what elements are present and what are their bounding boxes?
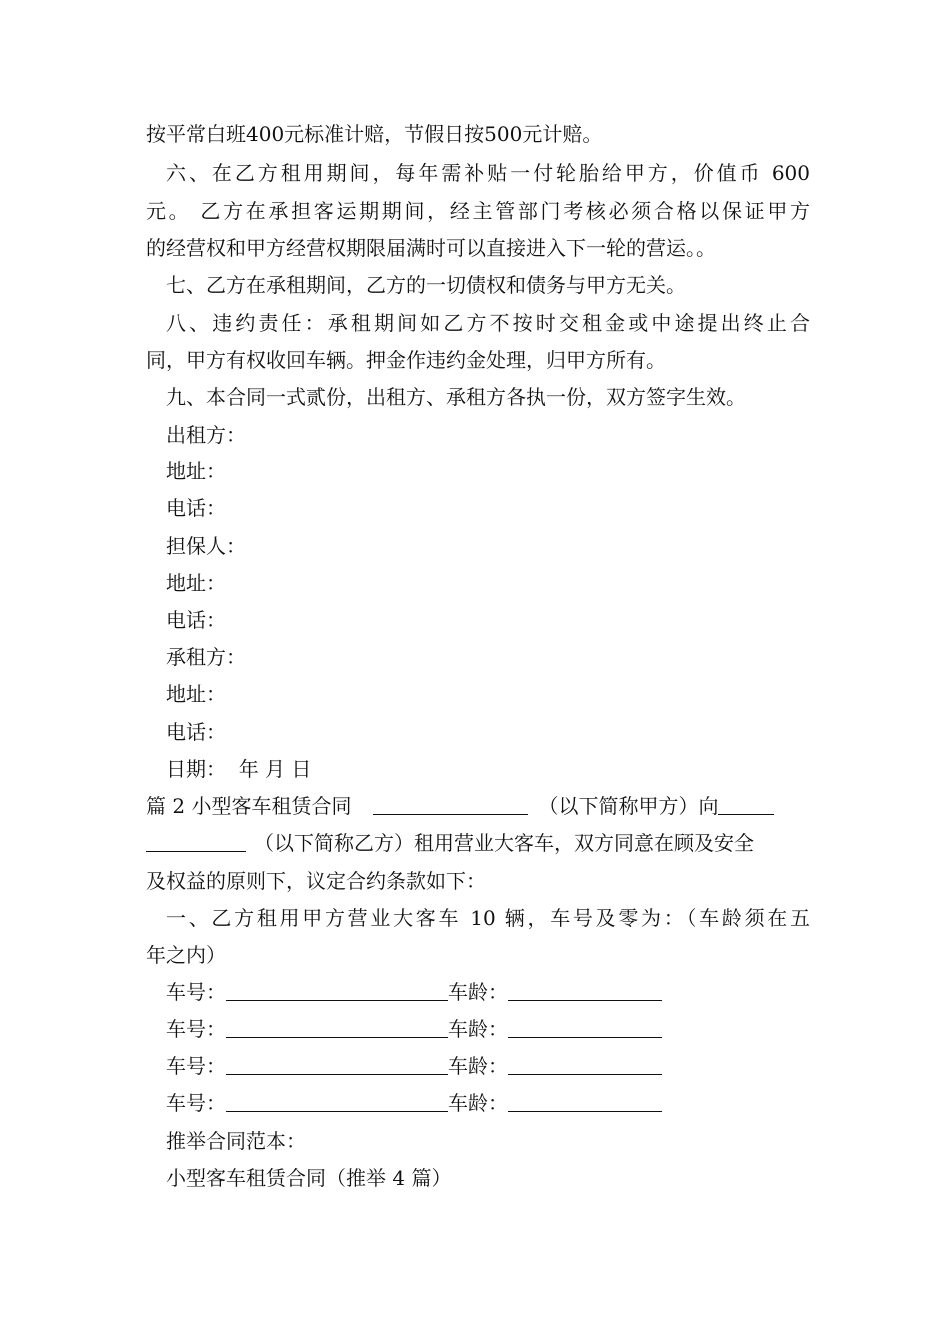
pian2-line-3: 及权益的原则下，议定合约条款如下： xyxy=(146,869,486,893)
lessee-label: 承租方： xyxy=(166,645,246,669)
guarantor-address-label: 地址： xyxy=(166,571,226,595)
pian2-line-2-text: （以下简称乙方）租用营业大客车，双方同意在顾及安全 xyxy=(254,831,754,855)
age-label: 车龄： xyxy=(448,1017,508,1041)
plate-label: 车号： xyxy=(166,1054,226,1078)
pian2-title: 篇 2 小型客车租赁合同 xyxy=(146,794,352,818)
party-a-suffix: （以下简称甲方）向 xyxy=(538,794,719,818)
plate-label: 车号： xyxy=(166,1091,226,1115)
lessor-phone-label: 电话： xyxy=(166,496,226,520)
plate-label: 车号： xyxy=(166,980,226,1004)
plate-blank[interactable] xyxy=(226,1017,448,1038)
clause-6-line-2: 元。 乙方在承担客运期期间，经主管部门考核必须合格以保证甲方 xyxy=(146,199,810,223)
age-blank[interactable] xyxy=(508,1091,662,1112)
lessee-phone-label: 电话： xyxy=(166,720,226,744)
clause-8-line-2: 同，甲方有权收回车辆。押金作违约金处理，归甲方所有。 xyxy=(146,348,666,372)
age-label: 车龄： xyxy=(448,1054,508,1078)
clause-6-line-1: 六、在乙方租用期间，每年需补贴一付轮胎给甲方，价值币 600 xyxy=(166,161,810,185)
plate-blank[interactable] xyxy=(226,1091,448,1112)
pian2-heading-line xyxy=(146,791,810,821)
paragraph-line: 按平常白班400元标准计赔，节假日按500元计赔。 xyxy=(146,122,603,146)
age-blank[interactable] xyxy=(508,980,662,1001)
vehicle-row xyxy=(166,977,810,1007)
age-blank[interactable] xyxy=(508,1054,662,1075)
guarantor-phone-label: 电话： xyxy=(166,608,226,632)
lessor-label: 出租方： xyxy=(166,423,246,447)
vehicle-row xyxy=(166,1088,810,1118)
vehicle-row xyxy=(166,1014,810,1044)
pian2-clause-1-line-2: 年之内） xyxy=(146,943,226,967)
party-a-blank[interactable] xyxy=(373,794,528,815)
guarantor-label: 担保人： xyxy=(166,534,246,558)
date-label: 日期： 年 月 日 xyxy=(166,757,312,781)
pian2-line-2 xyxy=(146,828,810,858)
age-label: 车龄： xyxy=(448,980,508,1004)
clause-9: 九、本合同一式贰份，出租方、承租方各执一份，双方签字生效。 xyxy=(166,385,746,409)
party-b-blank-start[interactable] xyxy=(718,794,774,815)
lessor-address-label: 地址： xyxy=(166,459,226,483)
clause-6-line-3: 的经营权和甲方经营权期限届满时可以直接进入下一轮的营运。。 xyxy=(146,236,716,260)
plate-label: 车号： xyxy=(166,1017,226,1041)
plate-blank[interactable] xyxy=(226,980,448,1001)
age-blank[interactable] xyxy=(508,1017,662,1038)
age-label: 车龄： xyxy=(448,1091,508,1115)
clause-7: 七、乙方在承租期间，乙方的一切债权和债务与甲方无关。 xyxy=(166,273,686,297)
recommend-label: 推举合同范本： xyxy=(166,1129,306,1153)
pian2-clause-1-line-1: 一、乙方租用甲方营业大客车 10 辆，车号及零为：（车龄须在五 xyxy=(166,906,810,930)
lessee-address-label: 地址： xyxy=(166,682,226,706)
vehicle-row xyxy=(166,1051,810,1081)
party-b-blank-end[interactable] xyxy=(146,831,246,852)
recommend-link[interactable]: 小型客车租赁合同（推举 4 篇） xyxy=(166,1166,452,1190)
plate-blank[interactable] xyxy=(226,1054,448,1075)
clause-8-line-1: 八、违约责任：承租期间如乙方不按时交租金或中途提出终止合 xyxy=(166,311,810,335)
